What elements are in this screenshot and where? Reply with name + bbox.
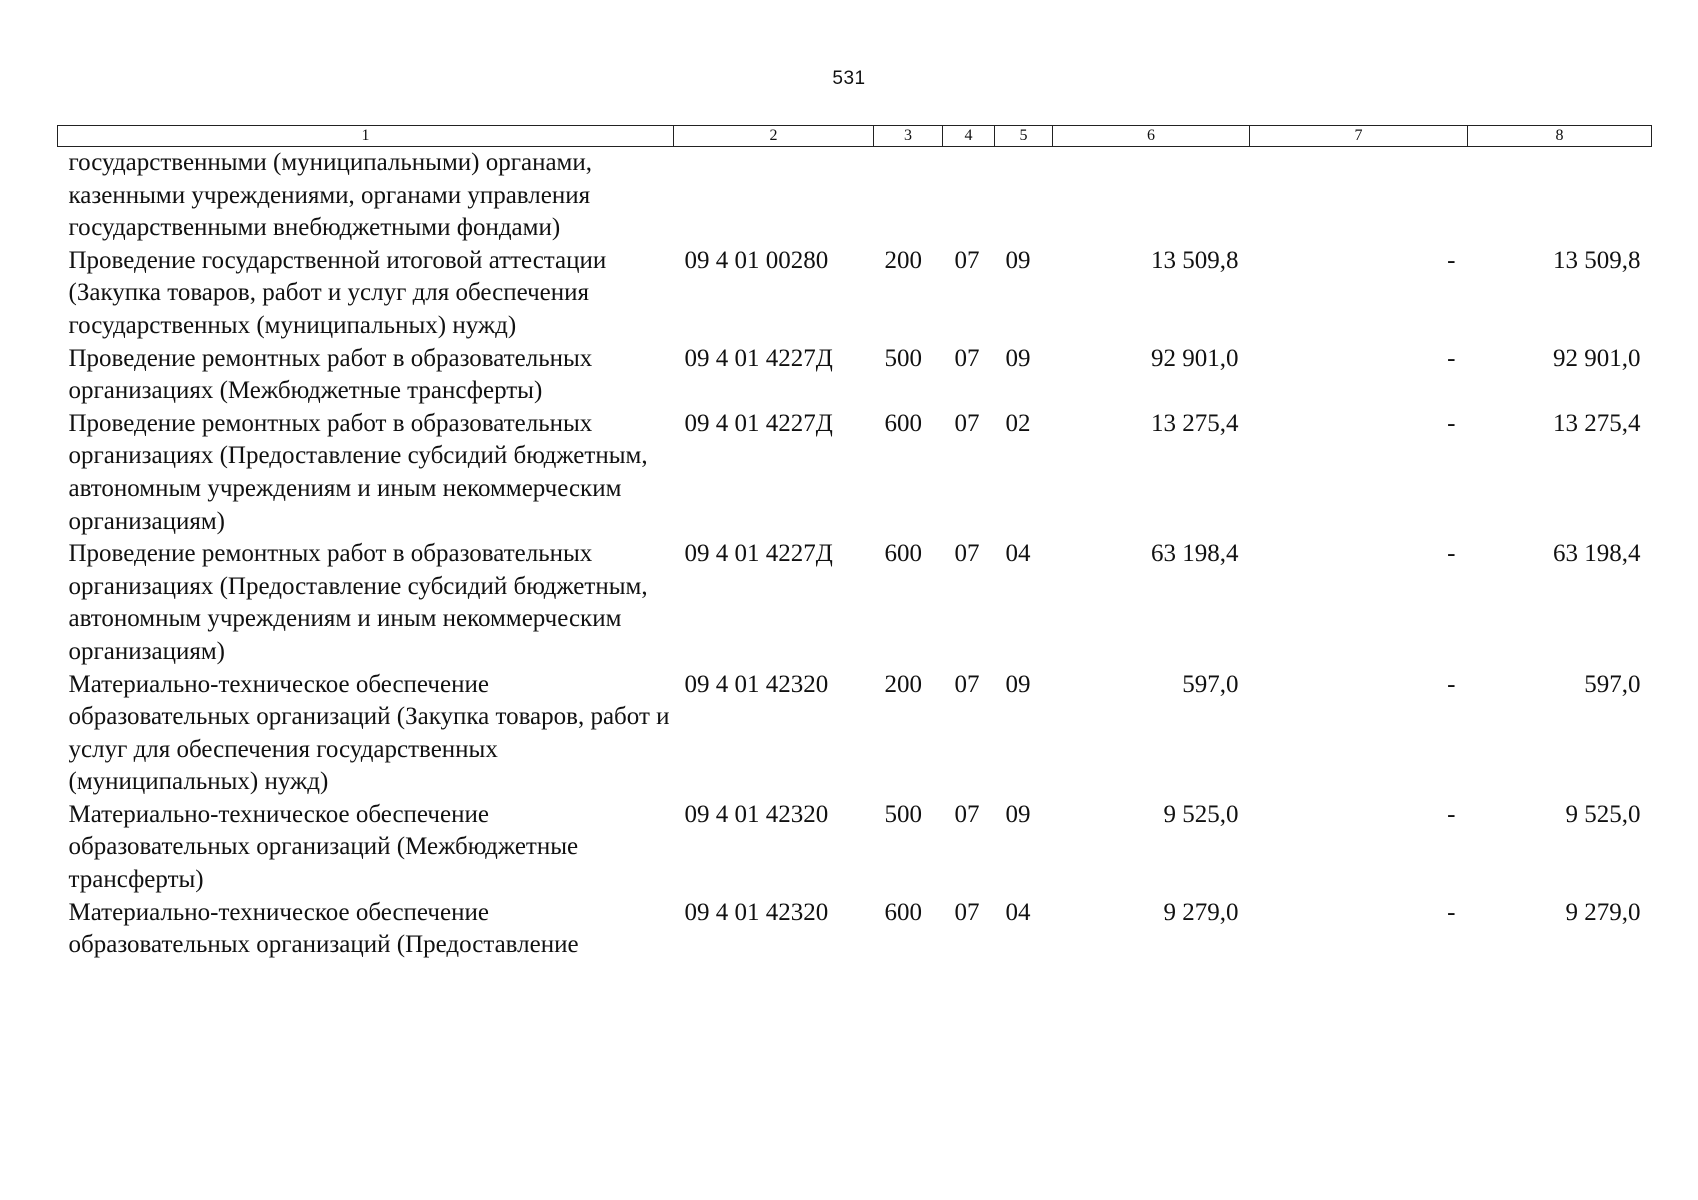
total-value: 13 275,4 bbox=[1553, 409, 1641, 437]
column-header-8: 8 bbox=[1468, 126, 1652, 147]
section-code: 07 bbox=[954, 246, 980, 274]
amount-value: 63 198,4 bbox=[1151, 540, 1239, 568]
page-number: 531 bbox=[832, 68, 866, 89]
subsection-code: 02 bbox=[1005, 409, 1031, 437]
expense-type-code bbox=[874, 147, 943, 245]
change-value: - bbox=[1447, 670, 1456, 698]
section-code: 07 bbox=[954, 800, 980, 828]
total-value bbox=[1468, 147, 1652, 245]
amount-value: 9 525,0 bbox=[1163, 800, 1239, 828]
expense-type-code: 600 bbox=[884, 540, 922, 568]
subsection-code: 09 bbox=[1005, 800, 1031, 828]
table-body bbox=[58, 147, 1652, 962]
header-row bbox=[58, 126, 1652, 147]
change-value: - bbox=[1447, 540, 1456, 568]
change-value: - bbox=[1447, 409, 1456, 437]
row-description: Проведение ремонтных работ в образовательных организациях (Межбюджетные трансферты) bbox=[68, 344, 593, 405]
row-description: Проведение ремонтных работ в образовательных организациях (Предоставление субсидий бюджетным, автономным учреждениям и иным некоммерческим организациям) bbox=[68, 540, 648, 665]
total-value: 92 901,0 bbox=[1553, 344, 1641, 372]
column-header-2: 2 bbox=[674, 126, 874, 147]
expense-type-code: 200 bbox=[884, 670, 922, 698]
total-value: 13 509,8 bbox=[1553, 246, 1641, 274]
budget-table bbox=[57, 125, 1652, 962]
change-value: - bbox=[1447, 800, 1456, 828]
total-value: 9 525,0 bbox=[1565, 800, 1641, 828]
change-value: - bbox=[1447, 246, 1456, 274]
amount-value: 92 901,0 bbox=[1151, 344, 1239, 372]
section-code bbox=[943, 147, 995, 245]
row-description: государственными (муниципальными) органами, казенными учреждениями, органами управления государственными внебюджетными фондами) bbox=[68, 149, 592, 242]
amount-value: 9 279,0 bbox=[1163, 898, 1239, 926]
table-row bbox=[58, 538, 1652, 668]
target-article-code bbox=[674, 147, 874, 245]
row-description: Проведение ремонтных работ в образовательных организациях (Предоставление субсидий бюджетным, автономным учреждениям и иным некоммерческим организациям) bbox=[68, 409, 648, 535]
total-value: 597,0 bbox=[1584, 670, 1641, 698]
total-value: 9 279,0 bbox=[1565, 898, 1641, 926]
subsection-code bbox=[995, 147, 1053, 245]
table-row bbox=[58, 897, 1652, 962]
target-article-code: 09 4 01 00280 bbox=[684, 246, 829, 274]
column-header-3: 3 bbox=[874, 126, 943, 147]
amount-value: 13 509,8 bbox=[1151, 246, 1239, 274]
column-header-6: 6 bbox=[1053, 126, 1250, 147]
amount-value: 13 275,4 bbox=[1151, 409, 1239, 437]
subsection-code: 04 bbox=[1005, 898, 1031, 926]
expense-type-code: 200 bbox=[884, 246, 922, 274]
column-header-7: 7 bbox=[1250, 126, 1468, 147]
subsection-code: 09 bbox=[1005, 344, 1031, 372]
column-header-5: 5 bbox=[995, 126, 1053, 147]
section-code: 07 bbox=[954, 344, 980, 372]
target-article-code: 09 4 01 4227Д bbox=[684, 409, 833, 437]
subsection-code: 04 bbox=[1005, 540, 1031, 568]
table-row bbox=[58, 343, 1652, 408]
table-row bbox=[58, 147, 1652, 245]
amount-value: 597,0 bbox=[1182, 670, 1239, 698]
column-header-4: 4 bbox=[943, 126, 995, 147]
target-article-code: 09 4 01 42320 bbox=[684, 670, 829, 698]
column-header-1: 1 bbox=[58, 126, 674, 147]
expense-type-code: 500 bbox=[884, 344, 922, 372]
target-article-code: 09 4 01 4227Д bbox=[684, 540, 833, 568]
target-article-code: 09 4 01 42320 bbox=[684, 898, 829, 926]
subsection-code: 09 bbox=[1005, 670, 1031, 698]
change-value: - bbox=[1447, 898, 1456, 926]
table-header bbox=[58, 126, 1652, 147]
expense-type-code: 500 bbox=[884, 800, 922, 828]
table-row bbox=[58, 669, 1652, 799]
row-description: Проведение государственной итоговой аттестации (Закупка товаров, работ и услуг для обеспечения государственных (муниципальных) нужд) bbox=[68, 246, 607, 339]
section-code: 07 bbox=[954, 540, 980, 568]
expense-type-code: 600 bbox=[884, 409, 922, 437]
amount-value bbox=[1053, 147, 1250, 245]
subsection-code: 09 bbox=[1005, 246, 1031, 274]
row-description: Материально-техническое обеспечение образовательных организаций (Предоставление bbox=[68, 898, 579, 959]
table-row bbox=[58, 245, 1652, 343]
section-code: 07 bbox=[954, 670, 980, 698]
table-row bbox=[58, 408, 1652, 538]
expense-type-code: 600 bbox=[884, 898, 922, 926]
change-value: - bbox=[1447, 344, 1456, 372]
section-code: 07 bbox=[954, 898, 980, 926]
change-value bbox=[1250, 147, 1468, 245]
total-value: 63 198,4 bbox=[1553, 540, 1641, 568]
row-description: Материально-техническое обеспечение образовательных организаций (Межбюджетные трансферты) bbox=[68, 800, 579, 894]
row-description: Материально-техническое обеспечение образовательных организаций (Закупка товаров, работ и услуг для обеспечения государственных (муниципальных) нужд) bbox=[68, 670, 670, 796]
section-code: 07 bbox=[954, 409, 980, 437]
table-row bbox=[58, 799, 1652, 897]
target-article-code: 09 4 01 4227Д bbox=[684, 344, 833, 372]
target-article-code: 09 4 01 42320 bbox=[684, 800, 829, 828]
